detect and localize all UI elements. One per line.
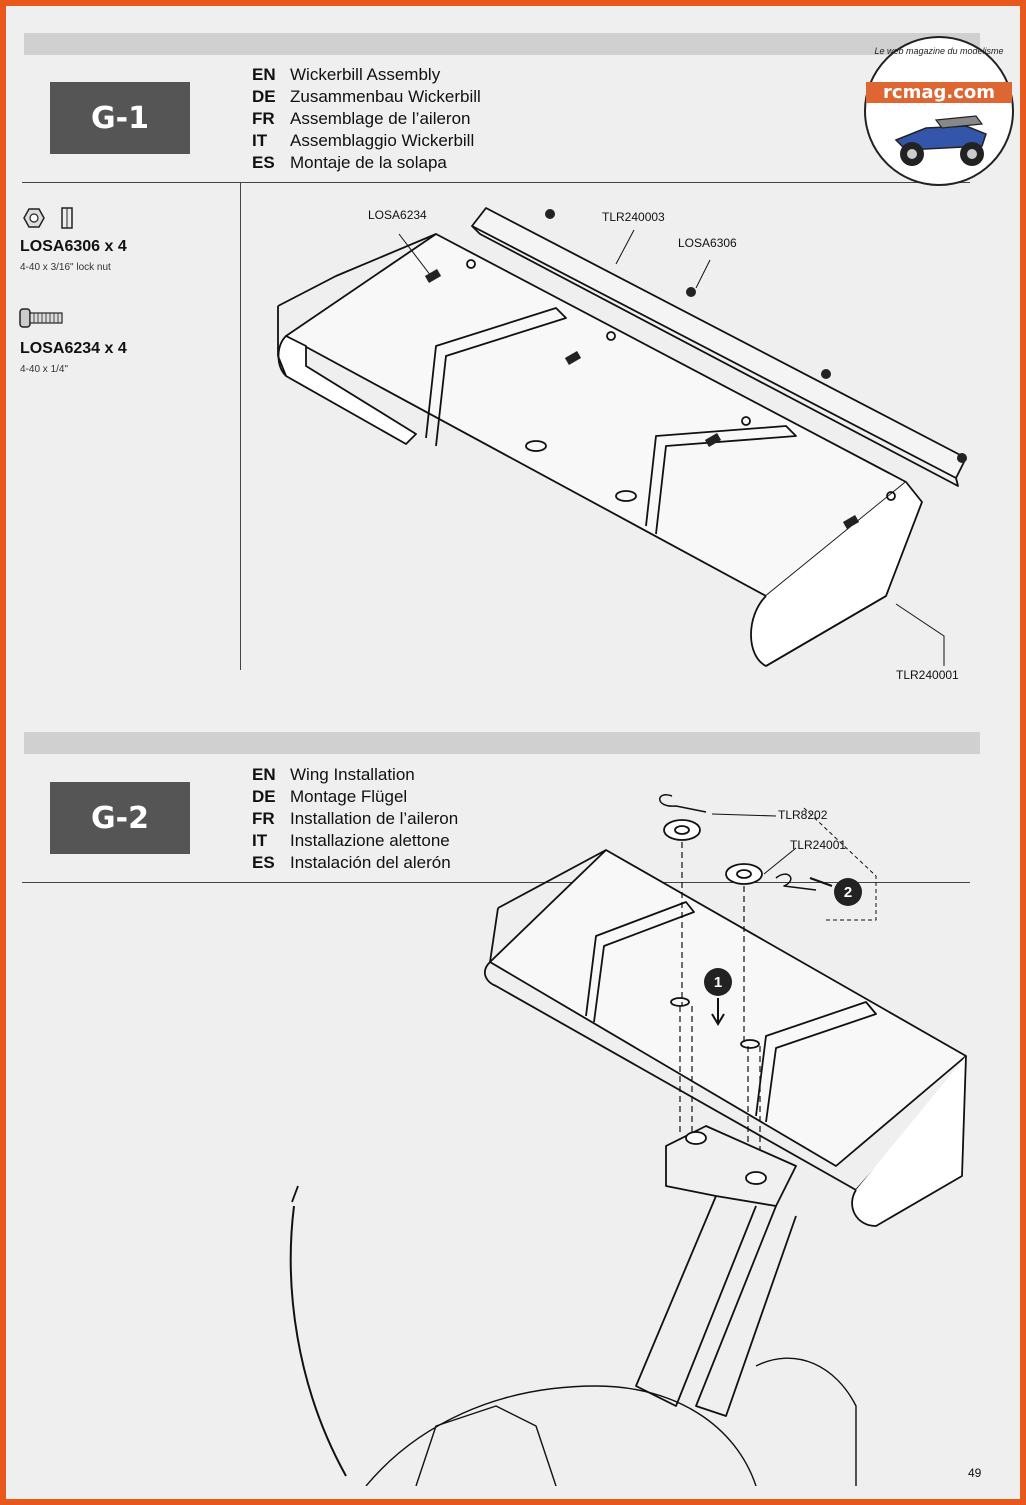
part-losa6306-desc: 4-40 x 3/16" lock nut bbox=[20, 262, 111, 273]
g1-parts-divider bbox=[240, 182, 241, 670]
manual-page bbox=[6, 6, 1020, 1499]
g1-header-band bbox=[24, 33, 980, 55]
callout-tlr8202: TLR8202 bbox=[778, 808, 828, 822]
part-losa6306-name: LOSA6306 x 4 bbox=[20, 238, 127, 255]
g2-step-label: G-2 bbox=[50, 782, 190, 854]
callout-losa6306: LOSA6306 bbox=[678, 236, 737, 250]
g1-lang-es: ES Montaje de la solapa bbox=[252, 153, 447, 172]
part-losa6234-desc: 4-40 x 1/4" bbox=[20, 364, 69, 375]
part-losa6234-name: LOSA6234 x 4 bbox=[20, 340, 127, 357]
g2-header-band bbox=[24, 732, 980, 754]
g1-wickerbill-drawing bbox=[266, 196, 986, 696]
g1-lang-en: EN Wickerbill Assembly bbox=[252, 65, 441, 84]
logo-tagline: Le web magazine du modelisme bbox=[874, 46, 1004, 56]
g2-lang-de: DE Montage Flügel bbox=[252, 787, 408, 806]
buggy-icon bbox=[886, 110, 996, 170]
logo-text: rcmag.com bbox=[866, 82, 1012, 103]
page-number: 49 bbox=[968, 1466, 982, 1480]
g2-lang-en: EN Wing Installation bbox=[252, 765, 415, 784]
g1-lang-de: DE Zusammenbau Wickerbill bbox=[252, 87, 481, 106]
callout-tlr240003: TLR240003 bbox=[602, 210, 665, 224]
g1-lang-it: IT Assemblaggio Wickerbill bbox=[252, 131, 475, 150]
callout-tlr240001: TLR240001 bbox=[896, 668, 959, 682]
lock-nut-icon bbox=[20, 206, 80, 230]
callout-losa6234: LOSA6234 bbox=[368, 208, 427, 222]
g1-divider bbox=[22, 182, 970, 183]
g1-lang-fr: FR Assemblage de l’aileron bbox=[252, 109, 471, 128]
callout-tlr24001: TLR24001 bbox=[790, 838, 847, 852]
g2-lang-es: ES Instalación del alerón bbox=[252, 853, 451, 872]
step-2-marker: 2 bbox=[843, 884, 853, 901]
g2-wing-installation-drawing bbox=[236, 786, 996, 1486]
step-1-marker: 1 bbox=[713, 974, 723, 991]
g2-lang-it: IT Installazione alettone bbox=[252, 831, 450, 850]
screw-icon bbox=[18, 306, 68, 330]
g2-lang-fr: FR Installation de l’aileron bbox=[252, 809, 459, 828]
g1-step-label: G-1 bbox=[50, 82, 190, 154]
rcmag-logo bbox=[864, 36, 1014, 186]
